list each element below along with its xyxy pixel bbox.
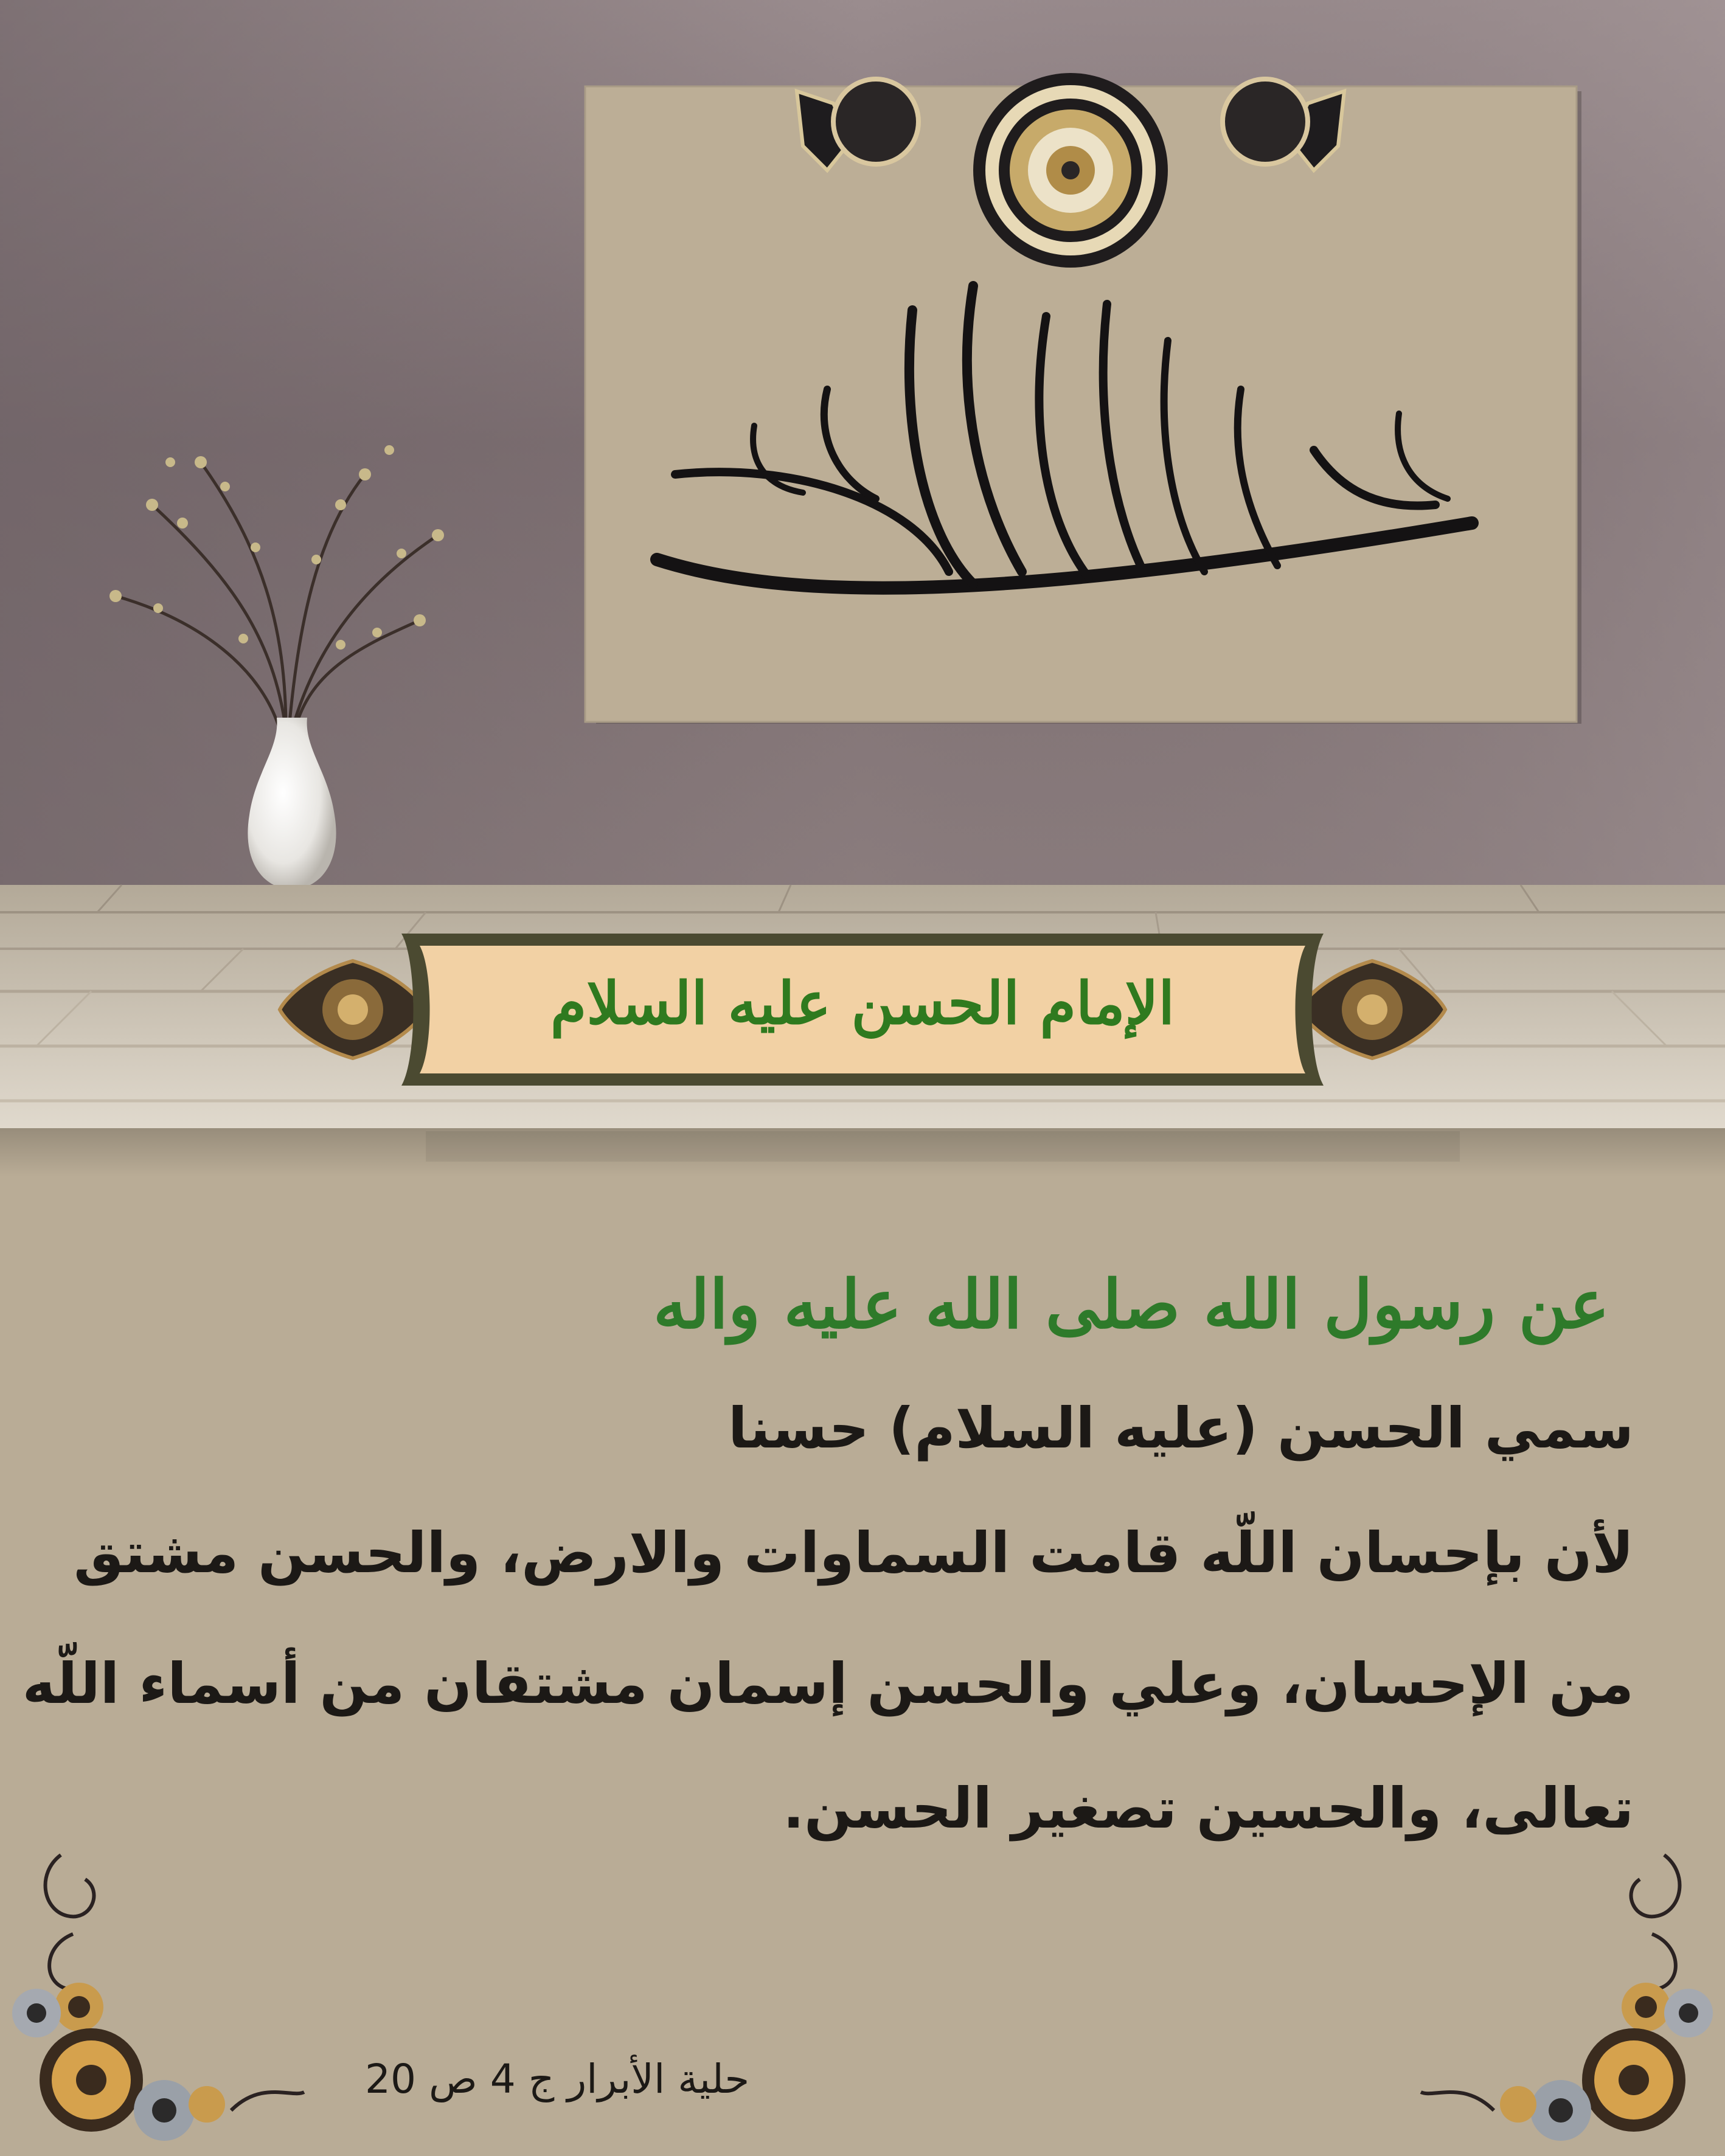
source-citation: حلية الأبرار ج 4 ص 20 — [365, 2056, 750, 2102]
banner-title: الإمام الحسن عليه السلام — [550, 969, 1175, 1038]
hadith-line: تعالى، والحسين تصغير الحسن. — [783, 1776, 1634, 1841]
hadith-line: سمي الحسن (عليه السلام) حسنا — [728, 1396, 1634, 1461]
calligraphy-canvas — [585, 73, 1581, 724]
hadith-line: لأن بإحسان اللّه قامت السماوات والارض، والحسن مشتق — [74, 1520, 1634, 1586]
hadith-line: من الإحسان، وعلي والحسن إسمان مشتقان من أسماء اللّه — [22, 1651, 1634, 1716]
corner-flourish-left — [12, 1855, 304, 2141]
corner-flourish-right — [1421, 1855, 1713, 2141]
hadith-narrator: عن رسول الله صلى الله عليه واله — [653, 1265, 1609, 1343]
